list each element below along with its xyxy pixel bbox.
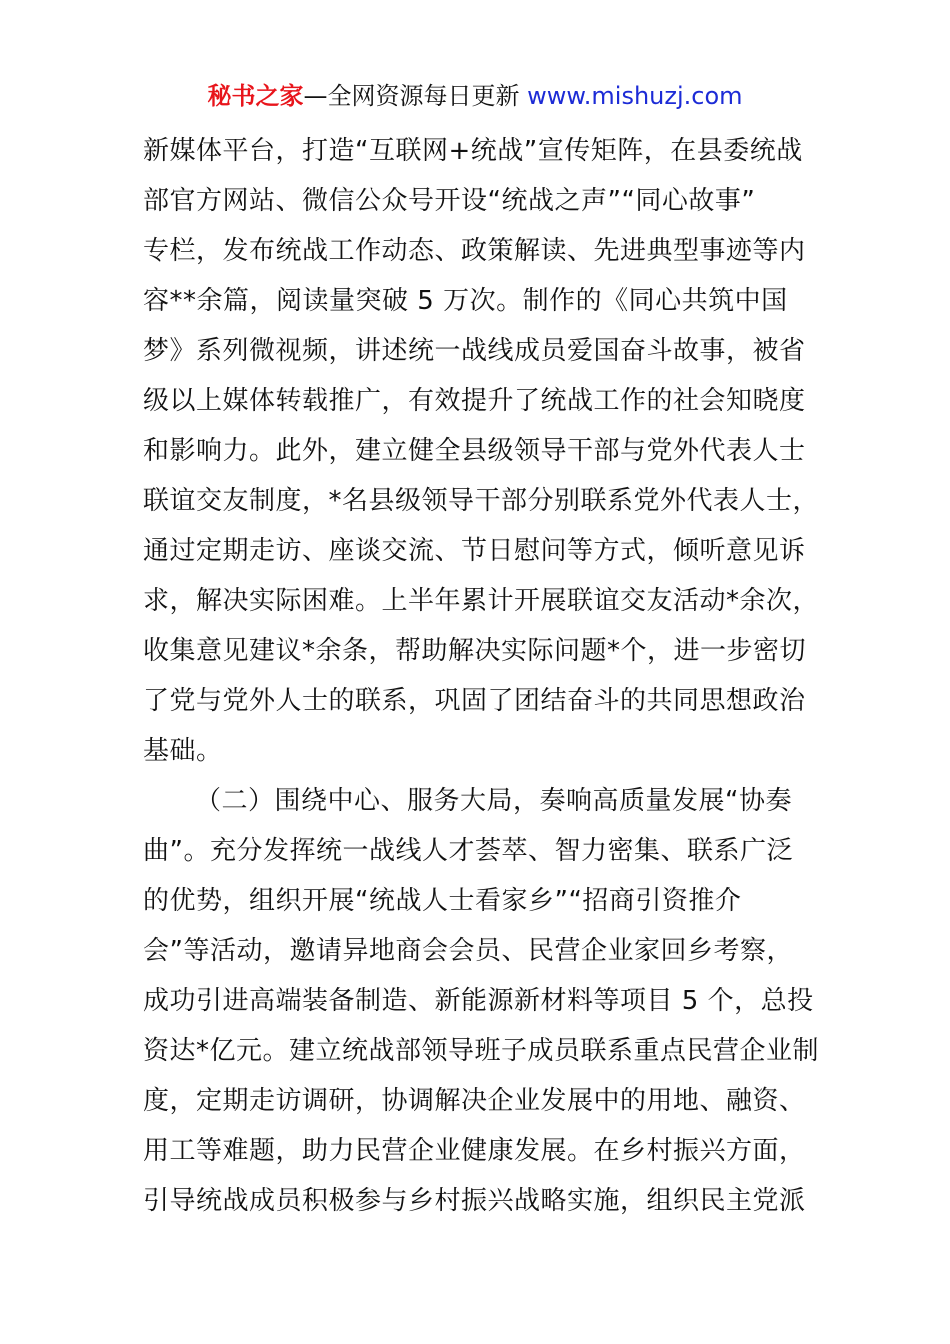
site-brand: 秘书之家 — [207, 82, 304, 110]
page-header — [0, 78, 950, 114]
site-url[interactable]: www.mishuzj.com — [527, 82, 743, 110]
text-line: 梦》系列微视频，讲述统一战线成员爱国奋斗故事，被省 — [143, 336, 806, 366]
text-line: 专栏，发布统战工作动态、政策解读、先进典型事迹等内 — [143, 236, 806, 266]
text-line: 引导统战成员积极参与乡村振兴战略实施，组织民主党派 — [143, 1186, 806, 1216]
text-line: 成功引进高端装备制造、新能源新材料等项目 5 个，总投 — [143, 986, 814, 1016]
text-line: 容**余篇，阅读量突破 5 万次。制作的《同心共筑中国 — [143, 286, 788, 316]
text-line: 级以上媒体转载推广，有效提升了统战工作的社会知晓度 — [143, 386, 806, 416]
text-line: 用工等难题，助力民营企业健康发展。在乡村振兴方面， — [143, 1136, 806, 1166]
text-line: 了党与党外人士的联系，巩固了团结奋斗的共同思想政治 — [143, 686, 806, 716]
text-line: 曲”。充分发挥统一战线人才荟萃、智力密集、联系广泛 — [143, 836, 793, 866]
text-line: 的优势，组织开展“统战人士看家乡”“招商引资推介 — [143, 886, 742, 916]
text-line: 会”等活动，邀请异地商会会员、民营企业家回乡考察， — [143, 936, 793, 966]
text-line: 基础。 — [143, 736, 223, 766]
text-line: 求，解决实际困难。上半年累计开展联谊交友活动*余次， — [143, 586, 820, 616]
text-line: 度，定期走访调研，协调解决企业发展中的用地、融资、 — [143, 1086, 806, 1116]
site-tagline: —全网资源每日更新 — [303, 82, 528, 110]
text-line: 联谊交友制度，*名县级领导干部分别联系党外代表人士， — [143, 486, 820, 516]
text-line: 收集意见建议*余条，帮助解决实际问题*个，进一步密切 — [143, 636, 807, 666]
text-line: 资达*亿元。建立统战部领导班子成员联系重点民营企业制 — [143, 1036, 820, 1066]
document-body — [143, 126, 823, 1226]
text-line: 新媒体平台，打造“互联网+统战”宣传矩阵，在县委统战 — [143, 136, 803, 166]
text-line: 通过定期走访、座谈交流、节日慰问等方式，倾听意见诉 — [143, 536, 806, 566]
section-heading-line: （二）围绕中心、服务大局，奏响高质量发展“协奏 — [195, 786, 792, 816]
text-line: 和影响力。此外，建立健全县级领导干部与党外代表人士 — [143, 436, 806, 466]
text-line: 部官方网站、微信公众号开设“统战之声”“同心故事” — [143, 186, 756, 216]
